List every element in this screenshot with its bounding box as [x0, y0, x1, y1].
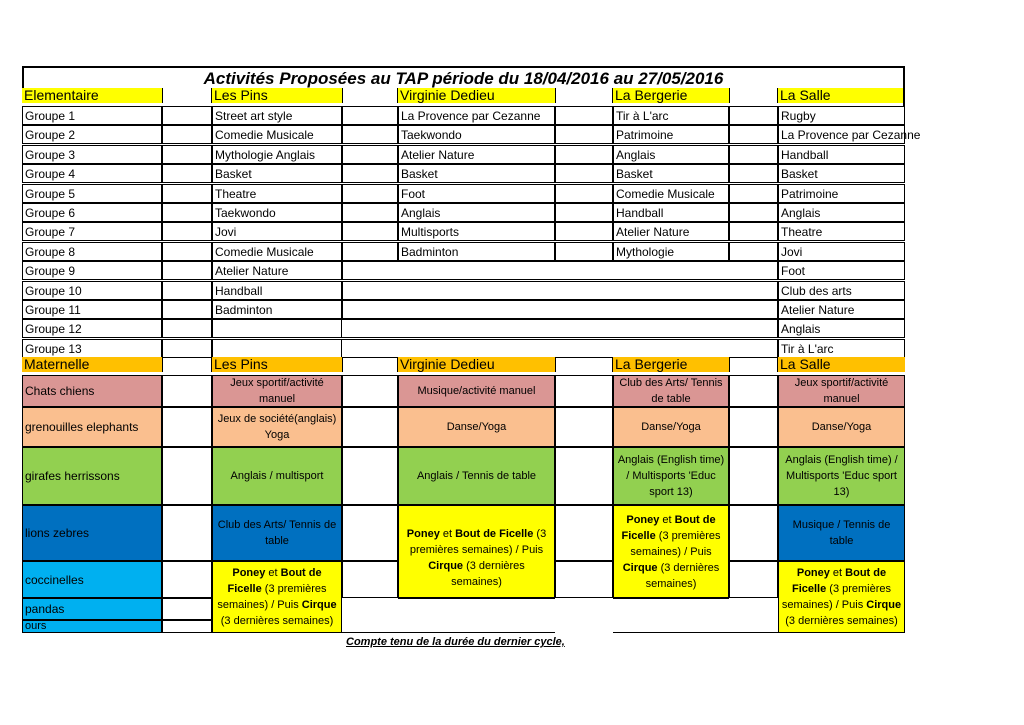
header-gap	[729, 88, 778, 103]
cirque-label: Cirque	[428, 560, 464, 572]
cirque-label: Cirque	[301, 599, 337, 611]
cell-grenouilles-salle: Danse/Yoga	[778, 407, 905, 447]
gap-cell	[342, 505, 398, 561]
poney-text-end: (3 dernières semaines)	[645, 562, 720, 590]
gap-cell	[342, 561, 398, 598]
cell-la-salle: Club des arts	[778, 281, 905, 300]
cell-la-salle: Anglais	[778, 203, 905, 222]
cell-les-pins: Theatre	[212, 184, 342, 203]
label-lions: lions zebres	[22, 505, 162, 561]
cell-girafes-salle: Anglais (English time) / Multisports 'Educ sport 13)	[778, 447, 905, 505]
cell-la-bergerie: Anglais	[613, 145, 729, 164]
gap-cell	[555, 145, 613, 164]
cell-grenouilles-pins: Jeux de société(anglais) Yoga	[212, 407, 342, 447]
gap-cell	[162, 407, 212, 447]
cell-girafes-virginie: Anglais / Tennis de table	[398, 447, 555, 505]
gap-cell	[162, 505, 212, 561]
divider	[398, 632, 555, 633]
cell-grenouilles-virginie: Danse/Yoga	[398, 407, 555, 447]
poney-text: (3 premières semaines) / Puis	[630, 530, 721, 558]
group-label: Groupe 5	[22, 184, 162, 203]
label-girafes: girafes herrissons	[22, 447, 162, 505]
header-gap	[162, 357, 212, 372]
group-label: Groupe 11	[22, 300, 162, 319]
gap-cell	[555, 375, 613, 407]
cell-la-bergerie: Atelier Nature	[613, 222, 729, 241]
gap-cell	[342, 222, 398, 241]
gap-cell	[342, 242, 398, 261]
header-les-pins: Les Pins	[212, 88, 342, 103]
poney-label: Poney	[406, 528, 440, 540]
gap-cell	[162, 203, 212, 222]
gap-cell	[555, 184, 613, 203]
gap-cell	[162, 184, 212, 203]
cell-la-bergerie: Patrimoine	[613, 125, 729, 144]
cell-les-pins: Basket	[212, 164, 342, 183]
cell-la-bergerie: Basket	[613, 164, 729, 183]
gap-cell	[162, 281, 212, 300]
gap-cell	[729, 447, 778, 505]
gap-cell	[342, 184, 398, 203]
divider	[729, 632, 778, 633]
cell-les-pins: Atelier Nature	[212, 261, 342, 280]
gap-cell	[729, 184, 778, 203]
gap-cell	[162, 375, 212, 407]
gap-cell	[162, 125, 212, 144]
header-la-salle: La Salle	[778, 88, 905, 103]
gap-cell	[342, 447, 398, 505]
cell-chats-virginie: Musique/activité manuel	[398, 375, 555, 407]
cell-les-pins: Jovi	[212, 222, 342, 241]
poney-et: et	[439, 528, 456, 540]
cell-virginie-dedieu: Taekwondo	[398, 125, 555, 144]
gap-cell	[729, 242, 778, 261]
gap-cell	[162, 261, 212, 280]
cell-la-bergerie: Tir à L'arc	[613, 106, 729, 125]
poney-text: (3 premières semaines) / Puis	[781, 583, 892, 611]
empty-merged-cell	[162, 319, 778, 338]
gap-cell	[729, 505, 778, 561]
group-label: Groupe 6	[22, 203, 162, 222]
header-mat-la-bergerie: La Bergerie	[613, 357, 729, 372]
cell-virginie-dedieu: Multisports	[398, 222, 555, 241]
gap-cell	[162, 242, 212, 261]
gap-cell	[555, 242, 613, 261]
group-label: Groupe 8	[22, 242, 162, 261]
header-gap	[342, 357, 398, 372]
cell-virginie-dedieu: Foot	[398, 184, 555, 203]
empty-merged-cell	[342, 300, 778, 319]
gap-cell	[162, 300, 212, 319]
header-gap	[342, 88, 398, 103]
header-gap	[162, 88, 212, 103]
group-label: Groupe 1	[22, 106, 162, 125]
cell-virginie-dedieu: La Provence par Cezanne	[398, 106, 555, 125]
header-gap	[555, 357, 613, 372]
header-elementaire: Elementaire	[22, 88, 162, 103]
cell-lions-pins: Club des Arts/ Tennis de table	[212, 505, 342, 561]
gap-cell	[342, 125, 398, 144]
header-mat-virginie-dedieu: Virginie Dedieu	[398, 357, 555, 372]
poney-label: Poney	[626, 514, 660, 526]
gap-cell	[162, 620, 212, 633]
cell-la-bergerie: Mythologie	[613, 242, 729, 261]
cell-la-salle: Patrimoine	[778, 184, 905, 203]
cell-la-salle: Rugby	[778, 106, 905, 125]
cell-la-salle: Anglais	[778, 319, 905, 338]
gap-cell	[555, 106, 613, 125]
cell-les-pins: Taekwondo	[212, 203, 342, 222]
gap-cell	[342, 164, 398, 183]
cell-la-salle: Foot	[778, 261, 905, 280]
gap-cell	[729, 106, 778, 125]
gap-cell	[162, 598, 212, 620]
cell-poney-virginie	[398, 505, 555, 598]
group-label: Groupe 4	[22, 164, 162, 183]
gap-cell	[162, 447, 212, 505]
gap-cell	[162, 164, 212, 183]
cell-chats-salle: Jeux sportif/activité manuel	[778, 375, 905, 407]
cell-girafes-bergerie: Anglais (English time) / Multisports 'Educ sport 13)	[613, 447, 729, 505]
empty-merged-cell	[342, 261, 778, 280]
cell-la-salle: Theatre	[778, 222, 905, 241]
gap-cell	[342, 106, 398, 125]
page-title: Activités Proposées au TAP période du 18/04/2016 au 27/05/2016	[22, 66, 905, 88]
empty-cell	[613, 598, 729, 620]
cell-chats-bergerie: Club des Arts/ Tennis de table	[613, 375, 729, 407]
gap-cell	[555, 407, 613, 447]
bout-de-ficelle-label: Bout de Ficelle	[791, 567, 887, 595]
gap-cell	[729, 561, 778, 598]
gap-cell	[162, 561, 212, 598]
cell-la-bergerie: Handball	[613, 203, 729, 222]
cell-les-pins: Handball	[212, 281, 342, 300]
cirque-label: Cirque	[622, 562, 658, 574]
gap-cell	[342, 203, 398, 222]
cirque-label: Cirque	[866, 599, 902, 611]
cell-virginie-dedieu: Atelier Nature	[398, 145, 555, 164]
cell-la-bergerie: Comedie Musicale	[613, 184, 729, 203]
cell-poney-bergerie	[613, 505, 729, 598]
gap-cell	[729, 164, 778, 183]
cell-lions-salle: Musique / Tennis de table	[778, 505, 905, 561]
cell-chats-pins: Jeux sportif/activité manuel	[212, 375, 342, 407]
cell-les-pins: Comedie Musicale	[212, 125, 342, 144]
poney-text: (3 premières semaines) / Puis	[217, 583, 327, 611]
group-label: Groupe 2	[22, 125, 162, 144]
cell-poney-salle	[778, 561, 905, 633]
gap-cell	[555, 561, 613, 598]
gap-cell	[729, 145, 778, 164]
label-ours: ours	[22, 620, 162, 633]
bout-de-ficelle-label: Bout de Ficelle	[227, 567, 322, 595]
poney-text-end: (3 dernières semaines)	[451, 560, 525, 588]
cell-virginie-dedieu: Badminton	[398, 242, 555, 261]
gap-cell	[555, 125, 613, 144]
poney-text-end: (3 dernières semaines)	[220, 615, 334, 627]
header-la-bergerie: La Bergerie	[613, 88, 729, 103]
gap-cell	[342, 375, 398, 407]
poney-text-end: (3 dernières semaines)	[785, 615, 898, 627]
gap-cell	[162, 222, 212, 241]
header-virginie-dedieu: Virginie Dedieu	[398, 88, 555, 103]
cell-virginie-dedieu: Basket	[398, 164, 555, 183]
group-label: Groupe 7	[22, 222, 162, 241]
label-coccinelles: coccinelles	[22, 561, 162, 598]
gap-cell	[162, 106, 212, 125]
gap-cell	[555, 222, 613, 241]
cell-girafes-pins: Anglais / multisport	[212, 447, 342, 505]
poney-label: Poney	[232, 567, 266, 579]
group-label: Groupe 9	[22, 261, 162, 280]
header-gap	[729, 357, 778, 372]
cell-les-pins: Mythologie Anglais	[212, 145, 342, 164]
label-chats-chiens: Chats chiens	[22, 375, 162, 407]
divider	[613, 632, 729, 633]
header-maternelle: Maternelle	[22, 357, 162, 372]
gap-cell	[729, 125, 778, 144]
group-label: Groupe 10	[22, 281, 162, 300]
gap-cell	[729, 407, 778, 447]
group-label: Groupe 13	[22, 339, 162, 358]
label-grenouilles: grenouilles elephants	[22, 407, 162, 447]
gap-cell	[342, 145, 398, 164]
gap-cell	[162, 145, 212, 164]
gap-cell	[555, 447, 613, 505]
gap-cell	[555, 505, 613, 561]
footer-note: Compte tenu de la durée du dernier cycle,	[346, 636, 565, 648]
gap-cell	[555, 164, 613, 183]
label-pandas: pandas	[22, 598, 162, 620]
cell-les-pins: Street art style	[212, 106, 342, 125]
gap-cell	[729, 222, 778, 241]
bout-de-ficelle-label: Bout de Ficelle	[455, 528, 534, 540]
cell-les-pins: Badminton	[212, 300, 342, 319]
poney-text: (3 premières semaines) / Puis	[409, 528, 547, 556]
gap-cell	[729, 375, 778, 407]
poney-label: Poney	[796, 567, 830, 579]
empty-cell	[398, 598, 555, 620]
gap-cell	[555, 203, 613, 222]
header-mat-la-salle: La Salle	[778, 357, 905, 372]
cell-virginie-dedieu: Anglais	[398, 203, 555, 222]
gap-cell	[729, 203, 778, 222]
header-gap	[555, 88, 613, 103]
empty-merged-cell	[342, 281, 778, 300]
cell-les-pins: Comedie Musicale	[212, 242, 342, 261]
group-label: Groupe 3	[22, 145, 162, 164]
cell-la-salle: Handball	[778, 145, 905, 164]
header-mat-les-pins: Les Pins	[212, 357, 342, 372]
gap-cell	[342, 407, 398, 447]
cell-grenouilles-bergerie: Danse/Yoga	[613, 407, 729, 447]
cell-la-salle: La Provence par Cezanne	[778, 125, 905, 144]
cell-la-salle: Basket	[778, 164, 905, 183]
bout-de-ficelle-label: Bout de Ficelle	[621, 514, 716, 542]
cell-la-salle: Tir à L'arc	[778, 339, 905, 358]
divider	[342, 632, 398, 633]
poney-et: et	[265, 567, 281, 579]
cell-la-salle: Atelier Nature	[778, 300, 905, 319]
poney-et: et	[829, 567, 846, 579]
cell-poney-pins	[212, 561, 342, 633]
cell-la-salle: Jovi	[778, 242, 905, 261]
table-border	[903, 66, 905, 106]
group-label: Groupe 12	[22, 319, 162, 338]
poney-et: et	[659, 514, 675, 526]
